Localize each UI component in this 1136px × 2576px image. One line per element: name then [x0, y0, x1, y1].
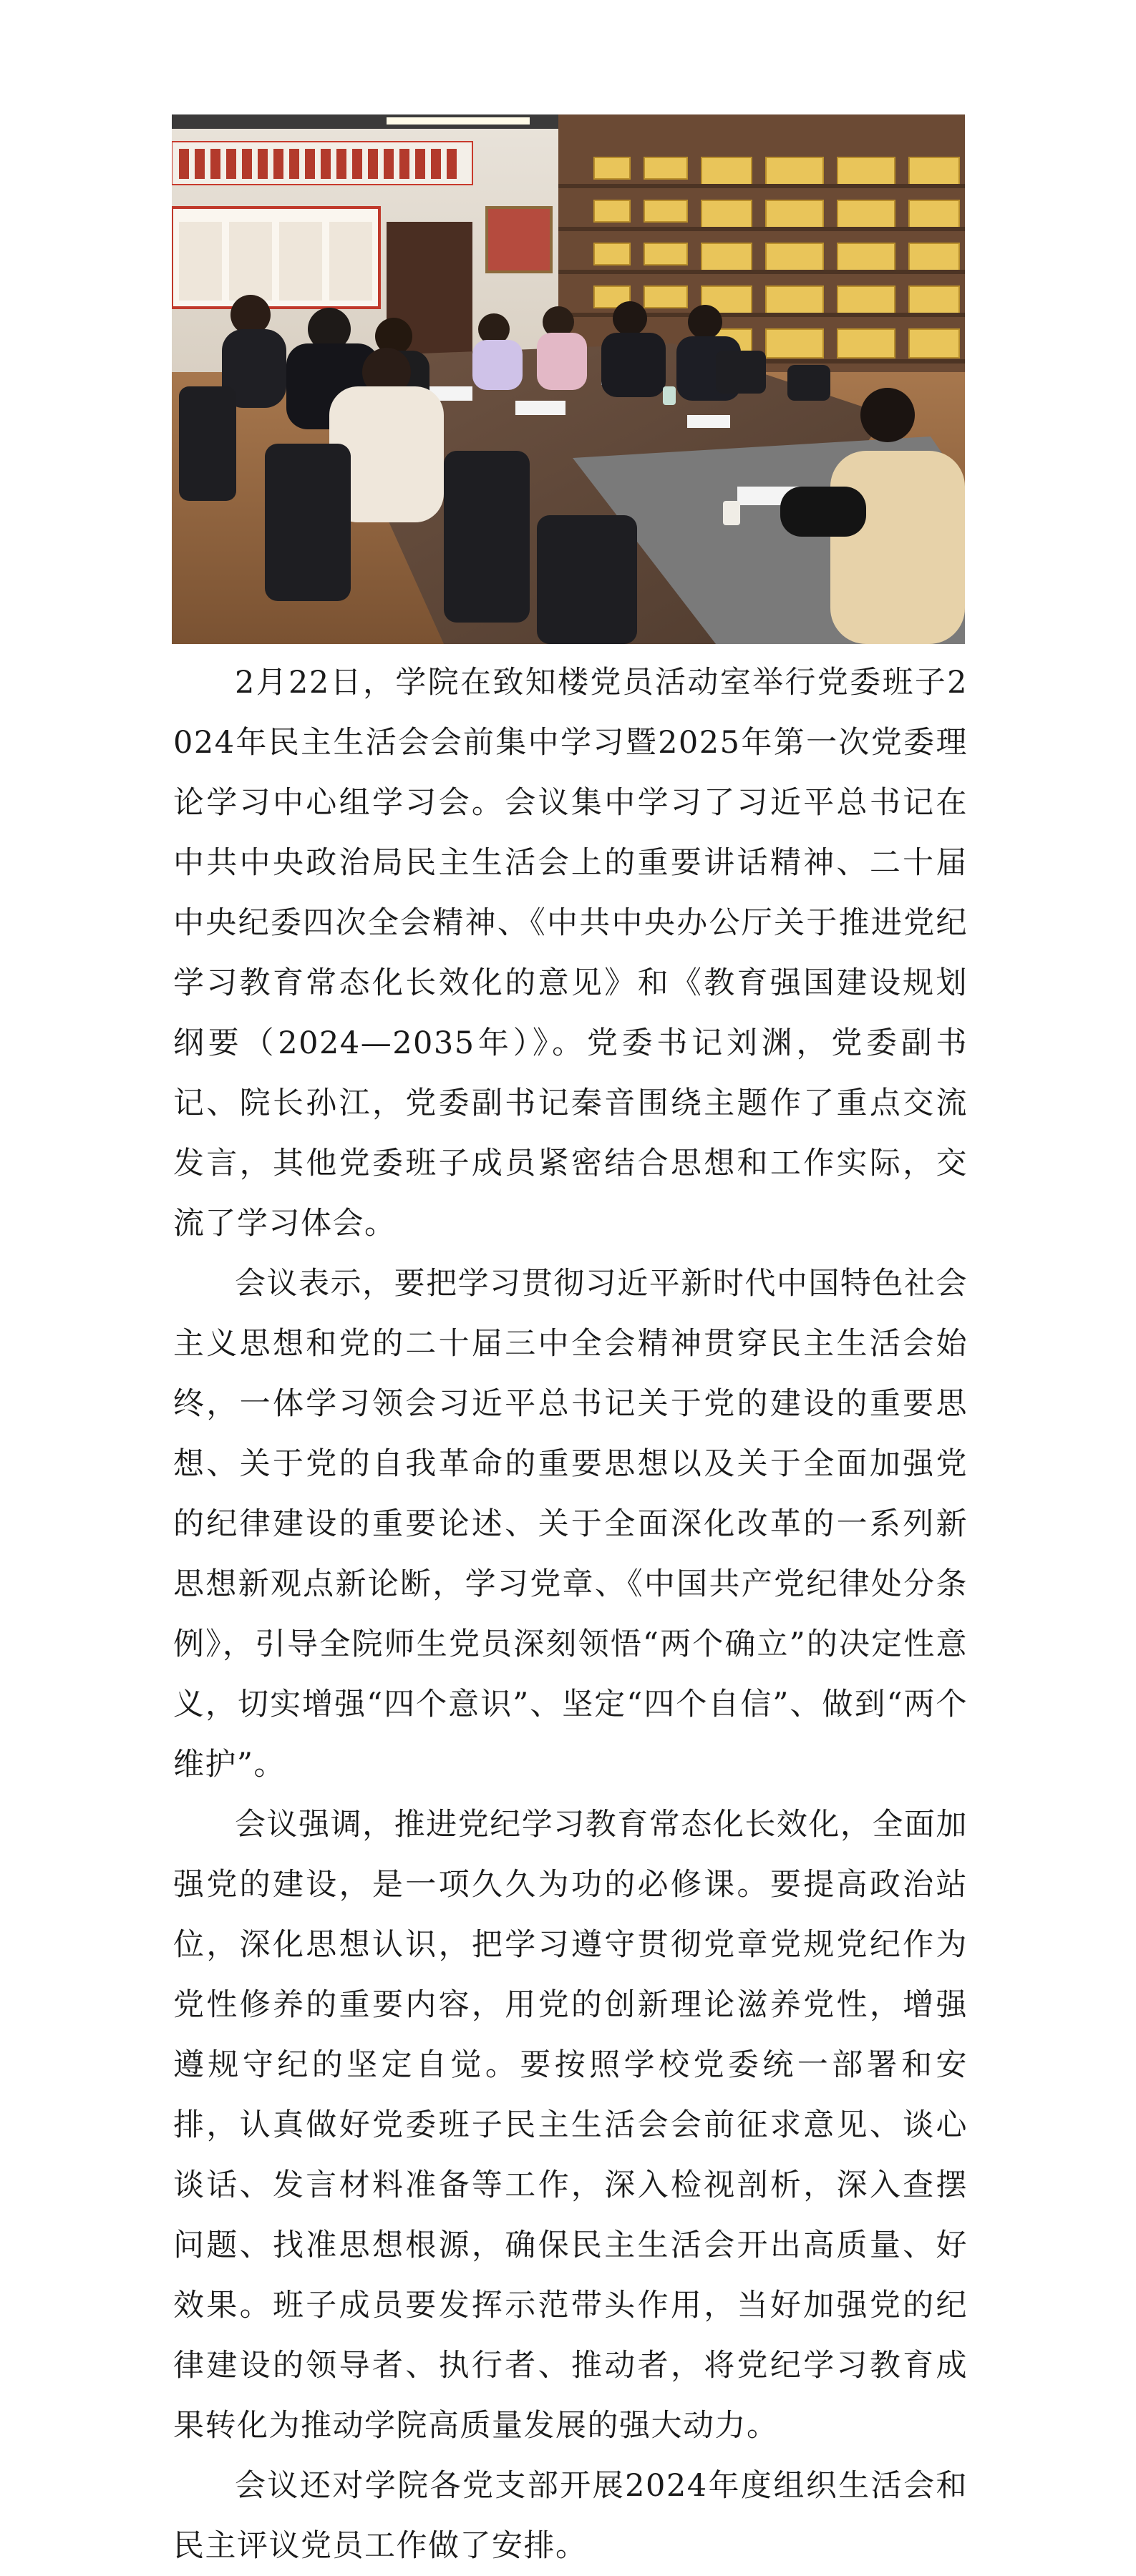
article-paragraph: 会议强调，推进党纪学习教育常态化长效化，全面加强党的建设，是一项久久为功的必修课。要提高政治站位，深化思想认识，把学习遵守贯彻党章党规党纪作为党性修养的重要内容，用党的创新理论滋养党性，增强遵规守纪的坚定自觉。要按照学校党委统一部署和安排，认真做好党委班子民主生活会会前征求意见、谈心谈话、发言材料准备等工作，深入检视剖析，深入查摆问题、找准思想根源，确保民主生活会开出高质量、好效果。班子成员要发挥示范带头作用，当好加强党的纪律建设的领导者、执行者、推动者，将党纪学习教育成果转化为推动学院高质量发展的强大动力。 — [173, 1807, 968, 2444]
article-paragraph: 2月22日，学院在致知楼党员活动室举行党委班子2024年民主生活会会前集中学习暨2025年第一次党委理论学习中心组学习会。会议集中学习了习近平总书记在中共中央政治局民主生活会上的重要讲话精神、二十届中央纪委四次全会精神、《中共中央办公厅关于推进党纪学习教育常态化长效化的意见》和《教育强国建设规划纲要（2024—2035年）》。党委书记刘渊，党委副书记、院长孙江，党委副书记秦音围绕主题作了重点交流发言，其他党委班子成员紧密结合思想和工作实际，交流了学习体会。 — [173, 665, 968, 1241]
meeting-photo — [172, 114, 965, 644]
article-paragraph: 会议还对学院各党支部开展2024年度组织生活会和民主评议党员工作做了安排。 — [173, 2468, 968, 2564]
article-body — [173, 653, 968, 2576]
article-paragraph: 会议表示，要把学习贯彻习近平新时代中国特色社会主义思想和党的二十届三中全会精神贯穿民主生活会始终，一体学习领会习近平总书记关于党的建设的重要思想、关于党的自我革命的重要思想以及关于全面加强党的纪律建设的重要论述、关于全面深化改革的一系列新思想新观点新论断，学习党章、《中国共产党纪律处分条例》，引导全院师生党员深刻领悟“两个确立”的决定性意义，切实增强“四个意识”、坚定“四个自信”、做到“两个维护”。 — [173, 1266, 968, 1782]
